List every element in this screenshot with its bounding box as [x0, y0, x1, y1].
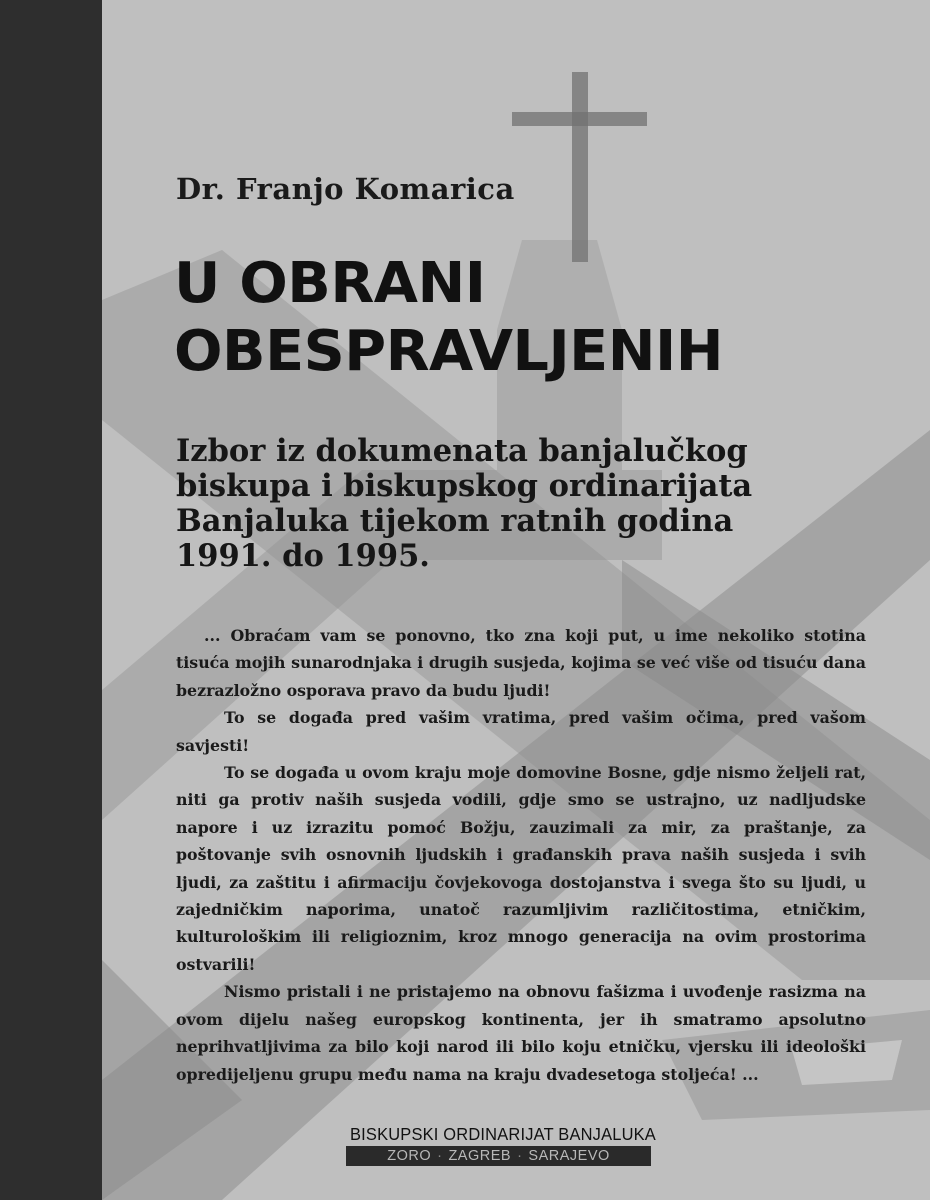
book-title: [174, 250, 723, 386]
subtitle-line: Banjaluka tijekom ratnih godina: [176, 503, 734, 539]
quote-paragraph: Nismo pristali i ne pristajemo na obnovu fašizma i uvođenje rasizma na ovom dijelu našeg europskog kontinenta, jer ih smatramo apsolutno neprihvatljivima za bilo koji narod ili bilo koju etničku, vjersku ili ideološki opredijeljenu grupu među nama na kraju dvadesetoga stoljeća! ...: [176, 982, 866, 1084]
city-label: SARAJEVO: [528, 1148, 610, 1164]
book-spine: [0, 0, 102, 1200]
city-separator: ·: [437, 1148, 443, 1164]
subtitle-line: 1991. do 1995.: [176, 538, 430, 574]
quote-paragraph: To se događa pred vašim vratima, pred vašim očima, pred vašom savjesti!: [176, 708, 866, 755]
cover-quote: [176, 622, 866, 1088]
city-label: ZORO: [387, 1148, 432, 1164]
publisher-cities-bar: [346, 1146, 651, 1166]
book-subtitle: [176, 434, 876, 574]
publisher-name: BISKUPSKI ORDINARIJAT BANJALUKA: [350, 1124, 656, 1144]
quote-paragraph: ... Obraćam vam se ponovno, tko zna koji put, u ime nekoliko stotina tisuća mojih sunarodnjaka i drugih susjeda, kojima se već više od tisuću dana bezrazložno osporava pravo da budu ljudi!: [176, 626, 866, 700]
subtitle-line: biskupa i biskupskog ordinarijata: [176, 468, 753, 504]
book-title-line: U OBRANI: [174, 251, 486, 316]
subtitle-line: Izbor iz dokumenata banjalučkog: [176, 433, 748, 469]
city-label: ZAGREB: [448, 1148, 512, 1164]
book-cover: [102, 0, 930, 1200]
quote-paragraph: To se događa u ovom kraju moje domovine Bosne, gdje nismo željeli rat, niti ga protiv naših susjeda vodili, gdje smo se ustrajno, uz nadljudske napore i uz izrazitu pomoć Božju, zauzimali za mir, za praštanje, za poštovanje svih osnovnih ljudskih i građanskih prava naših susjeda i svih ljudi, za zaštitu i afirmaciju čovjekovoga dostojanstva i svega što su ljudi, u zajedničkim naporima, unatoč razumljivim različitostima, etničkim, kulturološkim ili religioznim, kroz mnogo generacija na ovim prostorima ostvarili!: [176, 763, 866, 974]
book-title-line: OBESPRAVLJENIH: [174, 319, 724, 384]
city-separator: ·: [517, 1148, 523, 1164]
author-name: Dr. Franjo Komarica: [176, 172, 515, 206]
